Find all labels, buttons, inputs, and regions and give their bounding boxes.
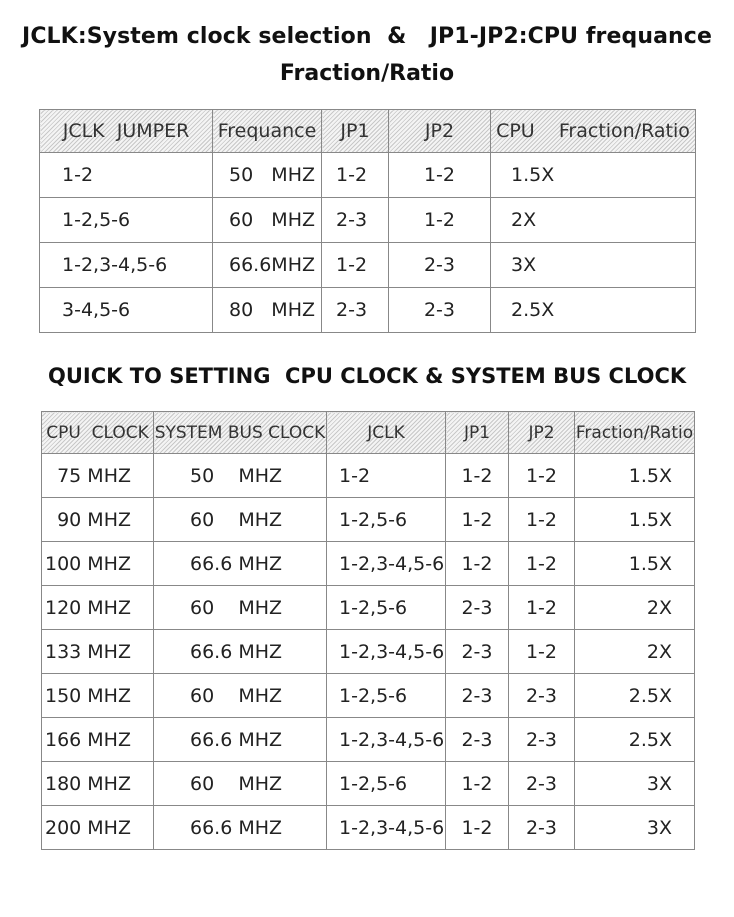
cell-jp1: 2-3 (322, 198, 389, 243)
table-row (42, 542, 695, 586)
header-jp1: JP1 (446, 412, 509, 454)
cell-jp1: 1-2 (446, 454, 509, 498)
cell-jp2: 2-3 (509, 806, 575, 850)
cell-fraction-ratio: 3X (575, 806, 695, 850)
cell-system-bus-clock: 50 MHZ (154, 454, 327, 498)
cell-jp1: 1-2 (322, 243, 389, 288)
table-row (42, 674, 695, 718)
cell-jp1: 1-2 (446, 542, 509, 586)
cell-jp1: 2-3 (446, 630, 509, 674)
cell-jclk: 1-2,3-4,5-6 (327, 718, 446, 762)
cell-jclk-jumper: 1-2 (40, 153, 213, 198)
cell-system-bus-clock: 60 MHZ (154, 498, 327, 542)
cell-jp1: 2-3 (446, 718, 509, 762)
page-subtitle: Fraction/Ratio (279, 61, 455, 86)
cell-cpu-clock: 133 MHZ (42, 630, 154, 674)
header-jclk-jumper: JCLK JUMPER (40, 110, 213, 153)
cell-fraction-ratio: 2.5X (575, 718, 695, 762)
cell-cpu-clock: 150 MHZ (42, 674, 154, 718)
cell-frequance: 50 MHZ (213, 153, 322, 198)
cell-system-bus-clock: 66.6 MHZ (154, 718, 327, 762)
cell-system-bus-clock: 60 MHZ (154, 762, 327, 806)
cell-cpu-clock: 120 MHZ (42, 586, 154, 630)
table-row (42, 454, 695, 498)
cell-fraction-ratio: 2X (575, 630, 695, 674)
cell-frequance: 60 MHZ (213, 198, 322, 243)
header-frequance: Frequance (213, 110, 322, 153)
cell-cpu-clock: 75 MHZ (42, 454, 154, 498)
cell-jclk-jumper: 3-4,5-6 (40, 288, 213, 333)
table-row (40, 198, 696, 243)
cell-cpu-clock: 166 MHZ (42, 718, 154, 762)
section-title: QUICK TO SETTING CPU CLOCK & SYSTEM BUS CLOCK (48, 364, 687, 388)
table-row (42, 498, 695, 542)
table-row (42, 762, 695, 806)
cell-jp2: 1-2 (509, 498, 575, 542)
cell-jp2: 1-2 (509, 586, 575, 630)
cell-fraction-ratio: 2.5X (575, 674, 695, 718)
cell-jp2: 2-3 (389, 243, 491, 288)
cell-cpu-clock: 200 MHZ (42, 806, 154, 850)
cell-fraction-ratio: 2.5X (491, 288, 696, 333)
cell-jp1: 1-2 (446, 806, 509, 850)
table-row (42, 806, 695, 850)
cell-system-bus-clock: 60 MHZ (154, 586, 327, 630)
header-fraction-ratio: Fraction/Ratio (575, 412, 695, 454)
table-row (40, 243, 696, 288)
table-row (42, 630, 695, 674)
cell-jp1: 1-2 (322, 153, 389, 198)
header-cpu-clock: CPU CLOCK (42, 412, 154, 454)
cell-jclk: 1-2,5-6 (327, 674, 446, 718)
cell-jp2: 1-2 (509, 542, 575, 586)
cell-jp1: 2-3 (446, 674, 509, 718)
header-cpu-fraction-ratio: CPU Fraction/Ratio (491, 110, 696, 153)
cell-jp2: 2-3 (509, 762, 575, 806)
cell-jclk: 1-2,5-6 (327, 498, 446, 542)
cell-fraction-ratio: 2X (491, 198, 696, 243)
quick-setting-table (41, 411, 695, 850)
cell-jp2: 2-3 (509, 718, 575, 762)
header-jp2: JP2 (509, 412, 575, 454)
header-jclk: JCLK (327, 412, 446, 454)
table-row (42, 718, 695, 762)
header-jp1: JP1 (322, 110, 389, 153)
cell-frequance: 66.6MHZ (213, 243, 322, 288)
cell-jp1: 1-2 (446, 762, 509, 806)
cell-fraction-ratio: 3X (491, 243, 696, 288)
cell-fraction-ratio: 2X (575, 586, 695, 630)
cell-fraction-ratio: 1.5X (491, 153, 696, 198)
cell-system-bus-clock: 66.6 MHZ (154, 542, 327, 586)
cell-jclk: 1-2,3-4,5-6 (327, 542, 446, 586)
cell-frequance: 80 MHZ (213, 288, 322, 333)
cell-fraction-ratio: 1.5X (575, 498, 695, 542)
cell-jclk-jumper: 1-2,5-6 (40, 198, 213, 243)
header-system-bus-clock: SYSTEM BUS CLOCK (154, 412, 327, 454)
cell-fraction-ratio: 1.5X (575, 454, 695, 498)
cell-jclk: 1-2,5-6 (327, 586, 446, 630)
cell-system-bus-clock: 66.6 MHZ (154, 806, 327, 850)
cell-jclk-jumper: 1-2,3-4,5-6 (40, 243, 213, 288)
page-title: JCLK:System clock selection & JP1-JP2:CPU frequance (22, 24, 712, 49)
cell-jp2: 1-2 (509, 454, 575, 498)
cell-jp1: 2-3 (322, 288, 389, 333)
cell-system-bus-clock: 60 MHZ (154, 674, 327, 718)
cell-jp2: 1-2 (509, 630, 575, 674)
table-header-row (40, 110, 696, 153)
cell-jp2: 2-3 (389, 288, 491, 333)
header-jp2: JP2 (389, 110, 491, 153)
table-row (40, 153, 696, 198)
table-header-row (42, 412, 695, 454)
cell-jp1: 2-3 (446, 586, 509, 630)
cell-jp2: 1-2 (389, 153, 491, 198)
cell-jclk: 1-2,3-4,5-6 (327, 806, 446, 850)
cell-jp2: 2-3 (509, 674, 575, 718)
cell-jp2: 1-2 (389, 198, 491, 243)
cell-cpu-clock: 90 MHZ (42, 498, 154, 542)
table-row (40, 288, 696, 333)
cell-fraction-ratio: 1.5X (575, 542, 695, 586)
cell-system-bus-clock: 66.6 MHZ (154, 630, 327, 674)
cell-jclk: 1-2,5-6 (327, 762, 446, 806)
cell-cpu-clock: 180 MHZ (42, 762, 154, 806)
cell-fraction-ratio: 3X (575, 762, 695, 806)
cell-jclk: 1-2,3-4,5-6 (327, 630, 446, 674)
jclk-selection-table (39, 109, 696, 333)
cell-cpu-clock: 100 MHZ (42, 542, 154, 586)
table-row (42, 586, 695, 630)
cell-jp1: 1-2 (446, 498, 509, 542)
cell-jclk: 1-2 (327, 454, 446, 498)
